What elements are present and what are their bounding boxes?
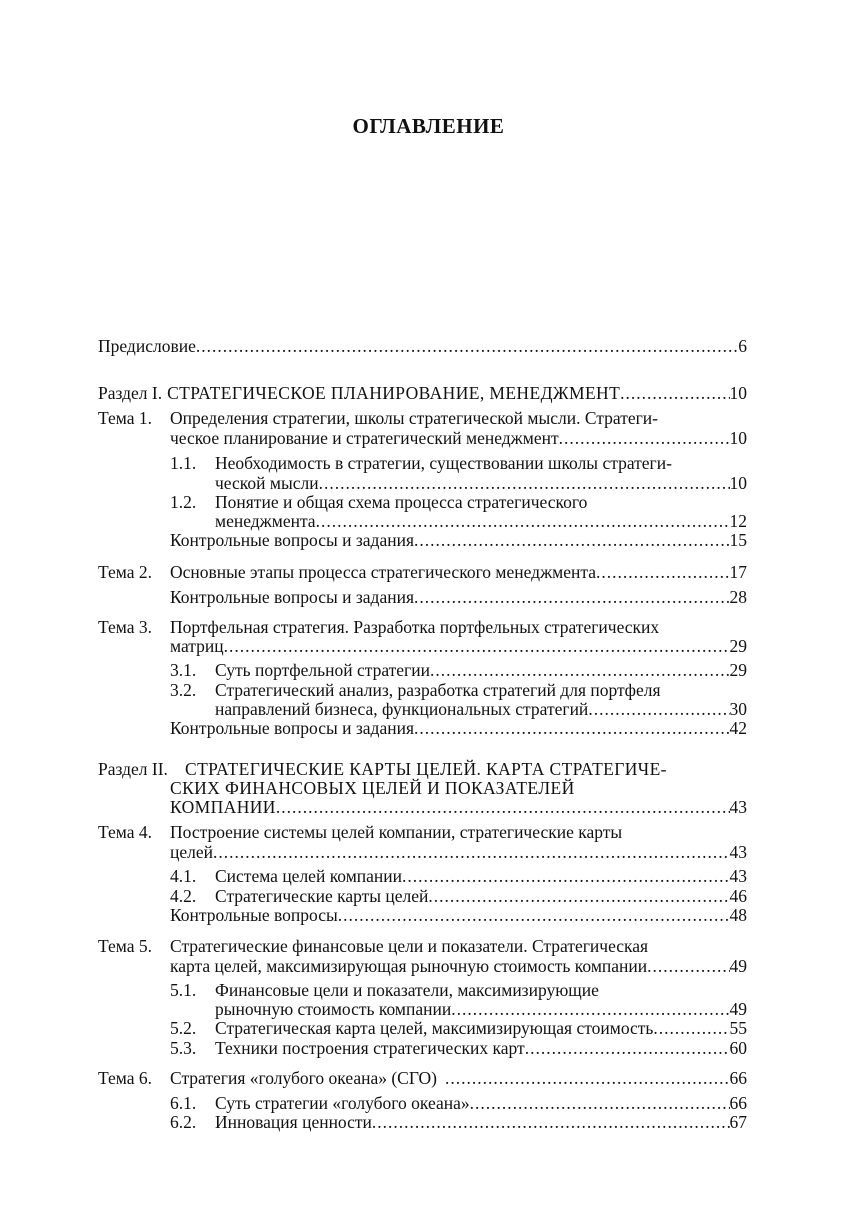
entry-text: Контрольные вопросы и задания: [170, 587, 414, 607]
toc-entry-questions-1[interactable]: [170, 530, 747, 550]
page-number: 55: [729, 1018, 747, 1038]
topic-label: Тема 1.: [98, 408, 153, 428]
page-number: 29: [729, 636, 747, 656]
toc-entry-3-1[interactable]: [215, 660, 747, 680]
topic-title-line[interactable]: Портфельная стратегия. Разработка портфельных стратегических: [170, 617, 660, 637]
entry-text: менеджмента: [215, 511, 316, 531]
entry-text: ческой мысли: [215, 473, 319, 493]
section-label: Раздел I.: [98, 383, 163, 403]
toc-entry-preface[interactable]: [98, 336, 747, 356]
topic-title-line[interactable]: Стратегические финансовые цели и показатели. Стратегическая: [170, 936, 649, 956]
toc-section-2[interactable]: [170, 797, 747, 817]
toc-entry-5-1[interactable]: [215, 999, 747, 1019]
entry-text: ческое планирование и стратегический менеджмент: [170, 428, 559, 448]
page-number: 66: [729, 1068, 747, 1088]
entry-text: направлений бизнеса, функциональных стратегий: [215, 699, 589, 719]
entry-text: Основные этапы процесса стратегического менеджмента: [170, 562, 597, 582]
topic-label: Тема 2.: [98, 562, 153, 582]
page-number: 12: [729, 511, 747, 531]
toc-section-1[interactable]: [98, 383, 747, 403]
entry-text: Суть стратегии «голубого океана»: [215, 1093, 470, 1113]
entry-text: Стратегия «голубого океана» (СГО): [170, 1068, 438, 1088]
page-number: 60: [729, 1038, 747, 1058]
topic-title-line[interactable]: Построение системы целей компании, стратегические карты: [170, 822, 623, 842]
page-number: 28: [729, 587, 747, 607]
topic-title-line[interactable]: Определения стратегии, школы стратегической мысли. Стратеги-: [170, 408, 658, 428]
subtopic-number: 6.1.: [170, 1093, 197, 1113]
entry-text: целей: [170, 842, 213, 862]
entry-text: Стратегические карты целей: [215, 886, 429, 906]
subtopic-title-line[interactable]: Стратегический анализ, разработка стратегий для портфеля: [215, 680, 661, 700]
page-number: 10: [729, 473, 747, 493]
subtopic-number: 3.1.: [170, 660, 197, 680]
page-number: 29: [729, 660, 747, 680]
section-title-line[interactable]: СТРАТЕГИЧЕСКИЕ КАРТЫ ЦЕЛЕЙ. КАРТА СТРАТЕГИЧЕ-: [185, 759, 667, 779]
toc-entry-topic-1[interactable]: [170, 428, 747, 448]
entry-text: КОМПАНИИ: [170, 797, 276, 817]
topic-label: Тема 3.: [98, 617, 153, 637]
entry-text: Техники построения стратегических карт: [215, 1038, 525, 1058]
page-number: 30: [729, 699, 747, 719]
toc-entry-questions-3[interactable]: [170, 718, 747, 738]
page-number: 48: [729, 905, 747, 925]
toc-entry-questions-2[interactable]: [170, 587, 747, 607]
page-number: 43: [729, 842, 747, 862]
page-number: 49: [729, 999, 747, 1019]
page-number: 67: [729, 1112, 747, 1132]
subtopic-number: 5.2.: [170, 1018, 197, 1038]
section-title: СТРАТЕГИЧЕСКОЕ ПЛАНИРОВАНИЕ, МЕНЕДЖМЕНТ: [167, 383, 621, 403]
page-number: 49: [729, 956, 747, 976]
toc-entry-6-2[interactable]: [215, 1112, 747, 1132]
page-number: 43: [729, 797, 747, 817]
topic-label: Тема 6.: [98, 1068, 153, 1088]
page-number: 42: [729, 718, 747, 738]
page-number: 46: [729, 886, 747, 906]
toc-entry-3-2[interactable]: [215, 699, 747, 719]
toc-entry-topic-2[interactable]: [170, 562, 747, 582]
subtopic-title-line[interactable]: Понятие и общая схема процесса стратегического: [215, 492, 588, 512]
entry-text: Контрольные вопросы и задания: [170, 530, 414, 550]
page-number: 17: [729, 562, 747, 582]
toc-entry-questions-4[interactable]: [170, 905, 747, 925]
page-number: 10: [729, 383, 747, 403]
page-number: 6: [738, 336, 747, 356]
entry-text: Инновация ценности: [215, 1112, 372, 1132]
entry-text: Предисловие: [98, 336, 196, 356]
section-title-line[interactable]: СКИХ ФИНАНСОВЫХ ЦЕЛЕЙ И ПОКАЗАТЕЛЕЙ: [170, 778, 575, 798]
entry-text: Система целей компании: [215, 866, 403, 886]
toc-entry-5-2[interactable]: [215, 1018, 747, 1038]
toc-entry-5-3[interactable]: [215, 1038, 747, 1058]
toc-entry-topic-5[interactable]: [170, 956, 747, 976]
subtopic-number: 3.2.: [170, 680, 197, 700]
subtopic-number: 4.2.: [170, 886, 197, 906]
subtopic-title-line[interactable]: Финансовые цели и показатели, максимизирующие: [215, 980, 599, 1000]
entry-text: карта целей, максимизирующая рыночную стоимость компании: [170, 956, 648, 976]
topic-label: Тема 5.: [98, 936, 153, 956]
entry-text: Контрольные вопросы: [170, 905, 338, 925]
entry-text: матриц: [170, 636, 224, 656]
section-label: Раздел II.: [98, 759, 168, 779]
page-number: 66: [729, 1093, 747, 1113]
subtopic-title-line[interactable]: Необходимость в стратегии, существовании школы стратеги-: [215, 453, 672, 473]
subtopic-number: 1.1.: [170, 453, 197, 473]
subtopic-number: 6.2.: [170, 1112, 197, 1132]
toc-entry-4-2[interactable]: [215, 886, 747, 906]
page-number: 15: [729, 530, 747, 550]
toc-entry-6-1[interactable]: [215, 1093, 747, 1113]
page-title: ОГЛАВЛЕНИЕ: [352, 114, 505, 138]
toc-entry-topic-6[interactable]: [170, 1068, 747, 1088]
page-number: 10: [729, 428, 747, 448]
page-number: 43: [729, 866, 747, 886]
entry-text: Стратегическая карта целей, максимизирующая стоимость: [215, 1018, 654, 1038]
subtopic-number: 4.1.: [170, 866, 197, 886]
toc-entry-topic-3[interactable]: [170, 636, 747, 656]
entry-text: рыночную стоимость компании: [215, 999, 452, 1019]
toc-entry-1-1[interactable]: [215, 473, 747, 493]
subtopic-number: 5.1.: [170, 980, 197, 1000]
entry-text: Контрольные вопросы и задания: [170, 718, 414, 738]
topic-label: Тема 4.: [98, 822, 153, 842]
subtopic-number: 1.2.: [170, 492, 197, 512]
toc-entry-1-2[interactable]: [215, 511, 747, 531]
entry-text: Суть портфельной стратегии: [215, 660, 430, 680]
toc-entry-4-1[interactable]: [215, 866, 747, 886]
toc-entry-topic-4[interactable]: [170, 842, 747, 862]
subtopic-number: 5.3.: [170, 1038, 197, 1058]
